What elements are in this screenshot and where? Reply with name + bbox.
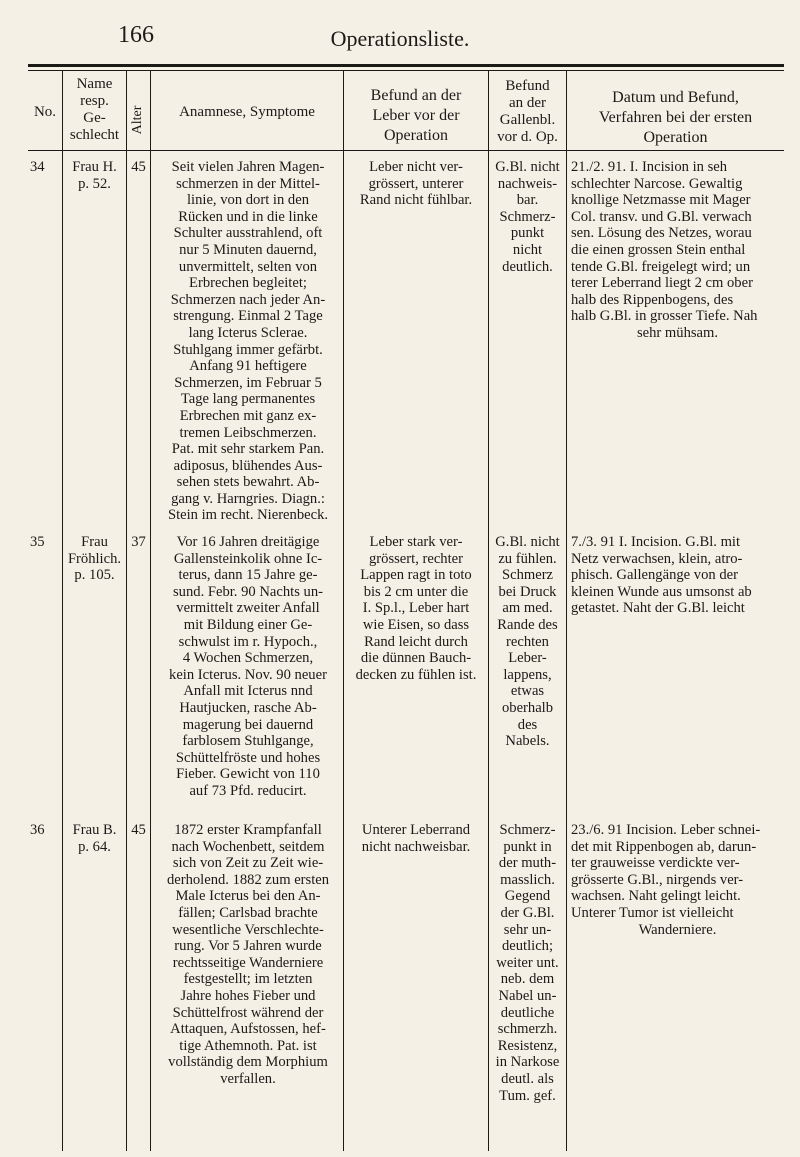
row-35-name: Frau Fröhlich. p. 105.	[67, 534, 122, 584]
row-34-name: Frau H. p. 52.	[72, 159, 117, 192]
row-36-alter: 45	[131, 822, 146, 838]
row-35-leber: Leber stark ver- grössert, rechter Lappen ragt in toto bis 2 cm unter die I. Sp.l., Leber hart wie Eisen, so dass Rand leicht durch die dünnen Bauch- decken zu fühlen ist.	[355, 534, 477, 683]
row-35-alter: 37	[131, 534, 146, 550]
column-divider-3	[150, 71, 151, 1151]
page-title: Operationsliste.	[330, 26, 470, 51]
top-rule-1	[28, 64, 784, 67]
header-gallenbl: Befund an der Gallenbl. vor d. Op.	[497, 78, 558, 145]
row-36-gallenbl: Schmerz- punkt in der muth- masslich. Gegend der G.Bl. sehr un- deutlich; weiter unt. neb. dem Nabel un- deutliche schmerzh. Resistenz, in Narkose deutl. als Tum. gef.	[495, 822, 560, 1104]
row-35-anamnese: Vor 16 Jahren dreitägige Gallensteinkolik ohne Ic- terus, dann 15 Jahre ge- sund. Febr. 90 Nachts un- vermittelt zweiter Anfall mit Bildung einer Ge- schwulst im r. Hypoch., 4 Wochen Schmerzen, kein Icterus. Nov. 90 neuer Anfall mit Icterus nnd Hautjucken, rasche Ab- magerung bei dauernd farblosem Stuhlgange, Schüttelfröste und hohes Fieber. Gewicht von 110 auf 73 Pfd. reducirt.	[169, 534, 327, 799]
page-number: 166	[118, 22, 154, 48]
header-anamnese: Anamnese, Symptome	[179, 104, 315, 120]
header-alter: Alter	[130, 105, 145, 135]
row-34-no: 34	[30, 159, 45, 175]
column-divider-6	[566, 71, 567, 1151]
row-35-no: 35	[30, 534, 45, 550]
row-36-leber: Unterer Leberrand nicht nachweisbar.	[361, 822, 471, 855]
row-36-no: 36	[30, 822, 45, 838]
header-no: No.	[33, 104, 57, 120]
row-36-name: Frau B. p. 64.	[72, 822, 117, 855]
header-leber: Befund an der Leber vor der Operation	[370, 87, 462, 144]
header-datum: Datum und Befund, Verfahren bei der ersten Operation	[598, 89, 753, 146]
row-36-anamnese: 1872 erster Krampfanfall nach Wochenbett, seitdem sich von Zeit zu Zeit wie- derholend. 1882 zum ersten Male Icterus bei den An- fällen; Carlsbad brachte wesentliche Verschlechte- rung. Vor 5 Jahren wurde rechtsseitige Wanderniere festgestellt; im letzten Jahre hohes Fieber und Schüttelfrost während der Attaquen, Aufstossen, hef- tige Athemnoth. Pat. ist vollständig dem Morphium verfallen.	[166, 822, 330, 1087]
top-rule-2	[28, 70, 784, 71]
row-35-gallenbl: G.Bl. nicht zu fühlen. Schmerz bei Druck am med. Rande des rechten Leber- lappens, etwas oberhalb des Nabels.	[495, 534, 560, 750]
row-34-anamnese: Seit vielen Jahren Magen- schmerzen in der Mittel- linie, von dort in den Rücken und in die linke Schulter ausstrahlend, oft nur 5 Minuten dauernd, unvermittelt, selten von Erbrechen begleitet; Schmerzen nach jeder An- strengung. Einmal 2 Tage lang Icterus Sclerae. Stuhlgang immer gefärbt. Anfang 91 heftigere Schmerzen, im Februar 5 Tage lang permanentes Erbrechen mit ganz ex- tremen Leibschmerzen. Pat. mit sehr starkem Pan. adiposus, blühendes Aus- sehen stets bewahrt. Ab- gang v. Harngries. Diagn.: Stein im recht. Nierenbeck.	[167, 159, 329, 524]
row-34-gallenbl: G.Bl. nicht nachweis- bar. Schmerz- punkt nicht deutlich.	[495, 159, 560, 275]
header-bottom-rule	[28, 150, 784, 151]
column-divider-2	[126, 71, 127, 1151]
header-name: Name resp. Ge- schlecht	[69, 76, 120, 143]
column-divider-1	[62, 71, 63, 1151]
row-34-leber: Leber nicht ver- grössert, unterer Rand nicht fühlbar.	[359, 159, 473, 209]
page-header	[0, 20, 800, 54]
row-34-datum: 21./2. 91. I. Incision in seh schlechter Narcose. Gewaltig knollige Netzmasse mit Mager Col. transv. und G.Bl. verwach sen. Lösung des Netzes, worau die einen grossen Stein enthal tende G.Bl. freigelegt wird; un terer Leberrand liegt 2 cm ober halb des Rippenbogens, des halb G.Bl. in grosser Tiefe. Nah sehr mühsam.	[571, 159, 758, 341]
row-36-datum: 23./6. 91 Incision. Leber schnei- det mit Rippenbogen ab, darun- ter grauweisse verdickte ver- grösserte G.Bl., nirgends ver- wachsen. Naht gelingt leicht. Unterer Tumor ist vielleicht Wanderniere.	[571, 822, 761, 938]
row-34-alter: 45	[131, 159, 146, 175]
row-35-datum: 7./3. 91 I. Incision. G.Bl. mit Netz verwachsen, klein, atro- phisch. Gallengänge von der kleinen Wunde aus umsonst ab getastet. Naht der G.Bl. leicht	[571, 534, 752, 617]
